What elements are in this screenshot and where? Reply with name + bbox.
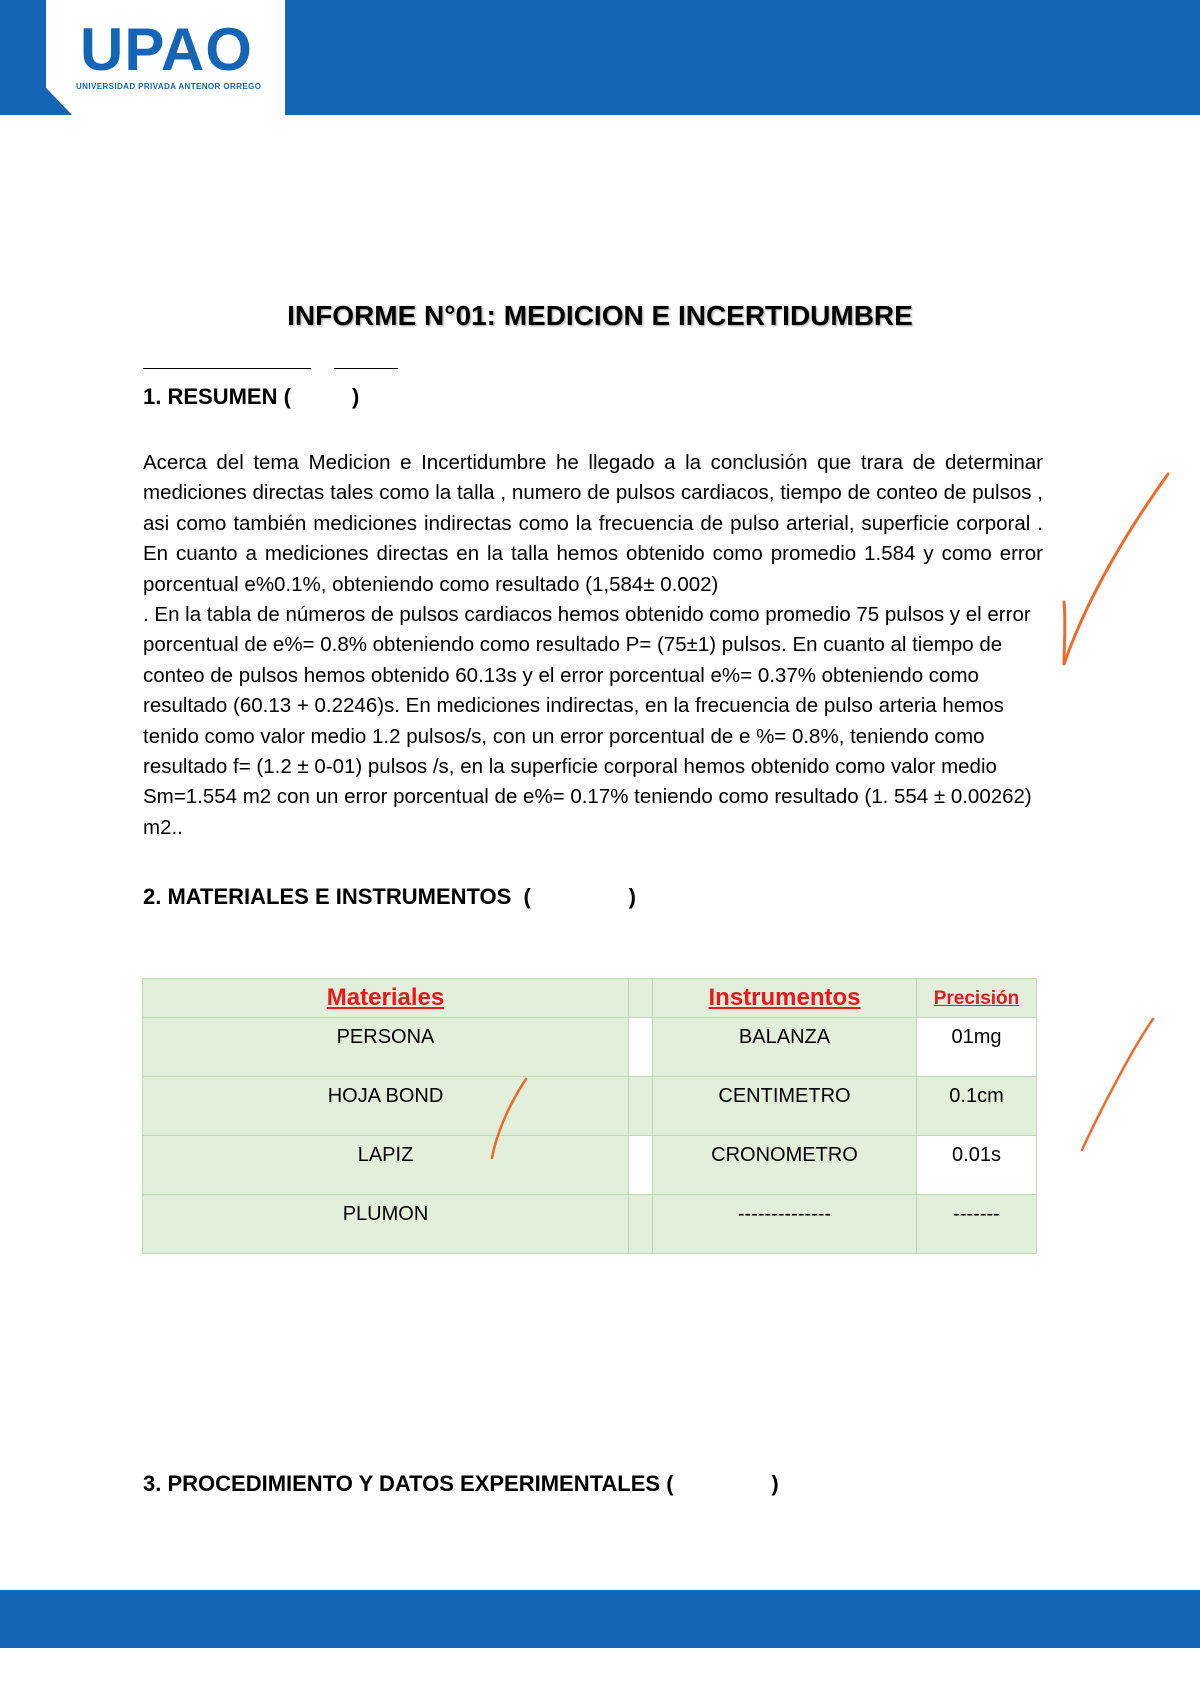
instrument-cell: BALANZA — [653, 1018, 917, 1077]
header-precision: Precisión — [917, 979, 1037, 1018]
check-mark-icon — [1082, 1019, 1153, 1150]
section-heading-procedimiento: 3. PROCEDIMIENTO Y DATOS EXPERIMENTALES ( ) — [143, 1471, 779, 1496]
header-instrumentos: Instrumentos — [653, 979, 917, 1018]
summary-paragraph: Acerca del tema Medicion e Incertidumbre he llegado a la conclusión que trara de determinar mediciones directas tales como la talla , numero de pulsos cardiacos, tiempo de conteo de pulsos , asi como también mediciones indirectas como la frecuencia de pulso arterial, superficie corporal . En cuanto a mediciones directas en la talla hemos obtenido como promedio 1.584 y como error porcentual e%0.1%, obteniendo como resultado (1,584± 0.002) — [143, 451, 1043, 596]
material-cell: PERSONA — [143, 1018, 629, 1077]
section-heading-materiales: 2. MATERIALES E INSTRUMENTOS ( ) — [143, 884, 637, 909]
logo-subtitle: UNIVERSIDAD PRIVADA ANTENOR ORREGO — [76, 82, 262, 91]
section-heading-resumen: 1. RESUMEN ( ) — [143, 384, 360, 409]
precision-cell: 0.1cm — [917, 1077, 1037, 1136]
precision-cell: ------- — [917, 1195, 1037, 1254]
precision-cell: 01mg — [917, 1018, 1037, 1077]
header-materiales: Materiales — [143, 979, 629, 1018]
instrument-cell: CENTIMETRO — [653, 1077, 917, 1136]
precision-cell: 0.01s — [917, 1136, 1037, 1195]
footer-bar — [0, 1590, 1200, 1648]
logo: UPAO — [80, 16, 253, 83]
material-cell: LAPIZ — [143, 1136, 629, 1195]
instrument-cell: -------------- — [653, 1195, 917, 1254]
check-mark-icon — [1064, 474, 1168, 664]
instrument-cell: CRONOMETRO — [653, 1136, 917, 1195]
material-cell: HOJA BOND — [143, 1077, 629, 1136]
check-mark-icon — [492, 1079, 526, 1158]
material-cell: PLUMON — [143, 1195, 629, 1254]
document-title: INFORME N°01: MEDICION E INCERTIDUMBRE — [287, 300, 913, 331]
summary-paragraph: . En la tabla de números de pulsos cardiacos hemos obtenido como promedio 75 pulsos y el error porcentual de e%= 0.8% obteniendo como resultado P= (75±1) pulsos. En cuanto al tiempo de conteo de pulsos hemos obtenido 60.13s y el error porcentual e%= 0.37% obteniendo como resultado (60.13 + 0.2246)s. En mediciones indirectas, en la frecuencia de pulso arteria hemos tenido como valor medio 1.2 pulsos/s, con un error porcentual de e %= 0.8%, teniendo como resultado f= (1.2 ± 0-01) pulsos /s, en la superficie corporal hemos obtenido como valor medio Sm=1.554 m2 con un error porcentual de e%= 0.17% teniendo como resultado (1. 554 ± 0.00262) m2.. — [143, 603, 1032, 839]
